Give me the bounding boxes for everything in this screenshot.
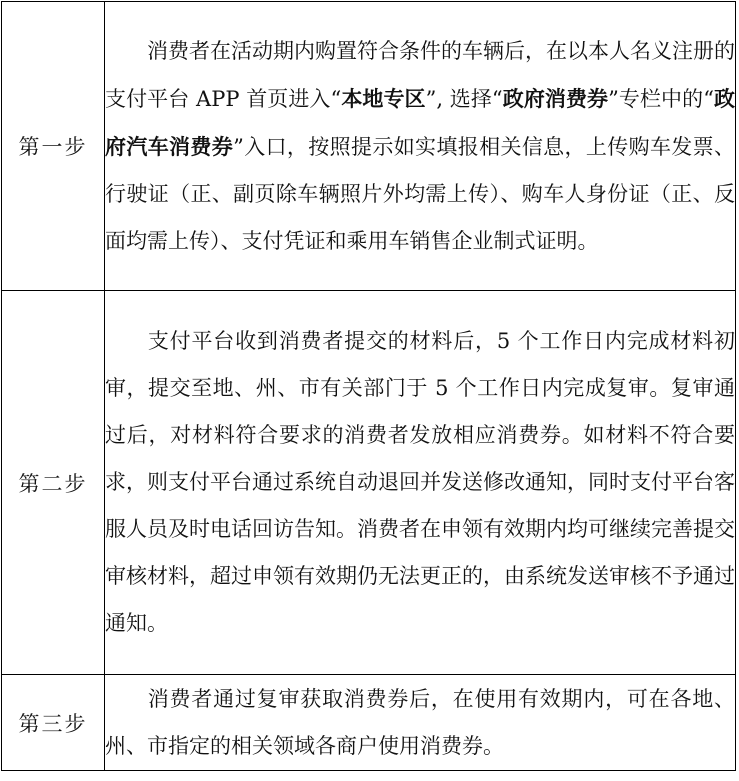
- text-segment: ”入口，按照提示如实填报相关信息，上传购车发票、行驶证（正、副页除车辆照片外均需上传）、购车人身份证（正、反面均需上传）、支付凭证和乘用车销售企业制式证明。: [105, 134, 736, 253]
- text-segment: 支付平台收到消费者提交的材料后，5 个工作日内完成材料初审，提交至地、州、市有关部门于 5 个工作日内完成复审。复审通过后，对材料符合要求的消费者发放相应消费券。如材料不符合要求，则支付平台通过系统自动退回并发送修改通知，同时支付平台客服人员及时电话回访告知。消费者在申领有效期内均可继续完善提交审核材料，超过申领有效期仍无法更正的，由系统发送审核不予通过通知。: [105, 329, 735, 635]
- text-segment-bold: 政府消费券: [502, 85, 609, 111]
- step-description: [105, 2, 736, 291]
- text-segment: ”, 选择“: [425, 86, 503, 111]
- step-label: 第三步: [2, 675, 105, 771]
- table-row: [2, 675, 736, 771]
- steps-table: [1, 1, 736, 771]
- table-row: [2, 291, 736, 675]
- text-segment-bold: 政府汽车消费券: [105, 85, 736, 159]
- text-segment: 消费者通过复审获取消费券后，在使用有效期内，可在各地、州、市指定的相关领域各商户使用消费券。: [105, 686, 735, 758]
- text-segment: 消费者在活动期内购置符合条件的车辆后，在以本人名义注册的支付平台 APP 首页进入“: [105, 38, 735, 111]
- step-label: 第一步: [2, 2, 105, 291]
- step-description: [105, 291, 736, 675]
- text-segment: ”专栏中的“: [608, 86, 714, 111]
- step-description: [105, 675, 736, 771]
- text-segment-bold: 本地专区: [341, 85, 426, 111]
- table-row: [2, 2, 736, 291]
- step-label: 第二步: [2, 291, 105, 675]
